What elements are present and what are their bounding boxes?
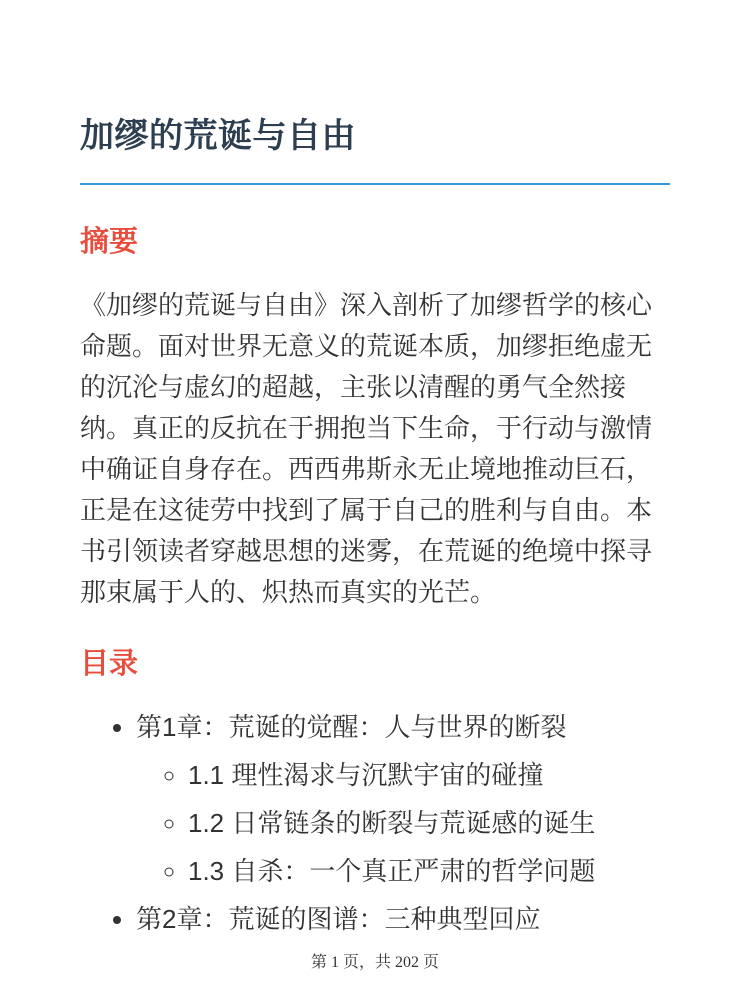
toc-item-chapter1 <box>136 707 670 892</box>
page-title: 加缪的荒诞与自由 <box>80 116 670 185</box>
toc-subitem-1-2: ◦ 1.2 日常链条的断裂与荒诞感的诞生 <box>188 803 670 844</box>
page-number-footer: 第 1 页，共 202 页 <box>310 954 439 971</box>
toc-subitem-1-1: ◦ 1.1 理性渴求与沉默宇宙的碰撞 <box>188 755 670 796</box>
toc-item-label: 第1章：荒诞的觉醒：人与世界的断裂 <box>136 712 567 743</box>
abstract-paragraph: 《加缪的荒诞与自由》深入剖析了加缪哲学的核心命题。面对世界无意义的荒诞本质，加缪拒绝虚无的沉沦与虚幻的超越，主张以清醒的勇气全然接纳。真正的反抗在于拥抱当下生命，于行动与激情中确证自身存在。西西弗斯永无止境地推动巨石，正是在这徒劳中找到了属于自己的胜利与自由。本书引领读者穿越思想的迷雾，在荒诞的绝境中探寻那束属于人的、炽热而真实的光芒。 <box>80 289 653 608</box>
toc-list <box>80 707 670 940</box>
toc-subitem-1-3: ◦ 1.3 自杀：一个真正严肃的哲学问题 <box>188 851 670 892</box>
toc-item-chapter2 <box>136 899 670 940</box>
toc-sublist-chapter1 <box>136 755 670 892</box>
toc-item-label: 第2章：荒诞的图谱：三种典型回应 <box>136 904 541 935</box>
toc-heading: 目录 <box>80 648 139 681</box>
abstract-heading: 摘要 <box>80 225 139 258</box>
